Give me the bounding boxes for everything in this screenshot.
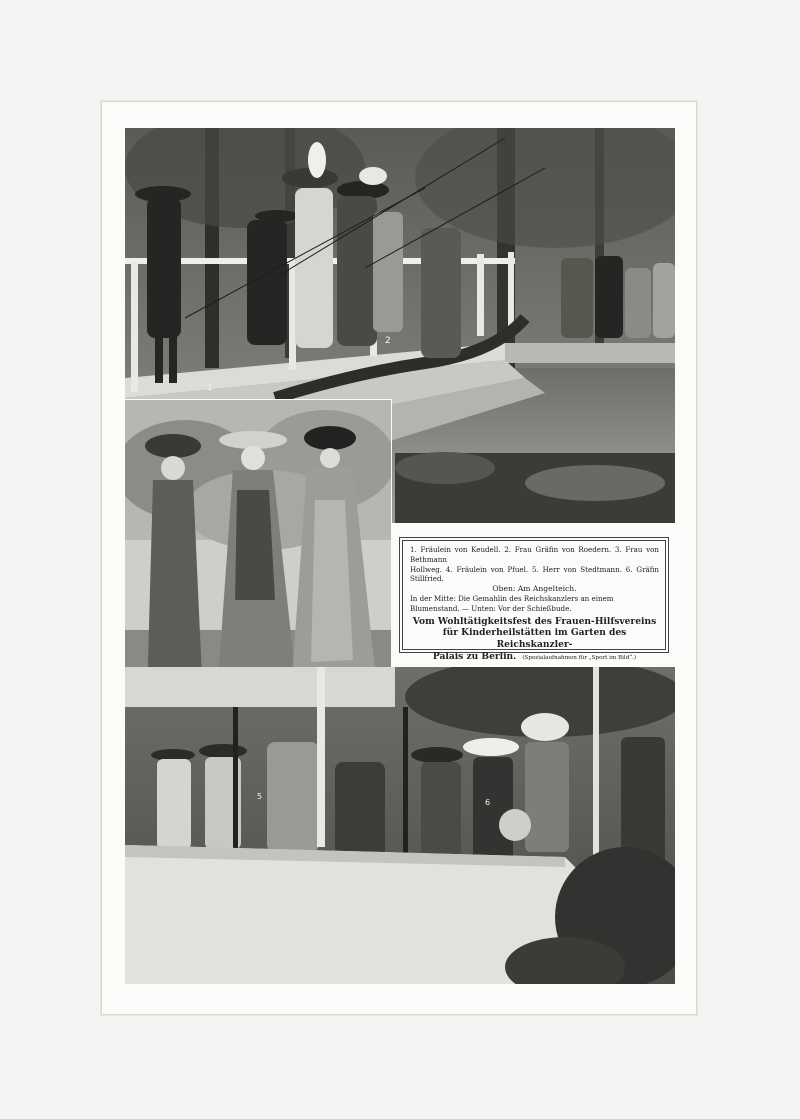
caption-box <box>393 527 675 662</box>
caption-middle-label: In der Mitte: Die Gemahlin des Reichskanzlers an einem <box>410 594 614 604</box>
article-title-line-1: Vom Wohltätigkeitsfest des Frauen-Hilfsvereins <box>412 615 657 627</box>
photo-credit: (Spezialaufnahmen für „Sport im Bild“.) <box>522 654 637 661</box>
caption-top-label: Oben: Am Angelteich. <box>492 584 577 594</box>
magazine-page <box>101 101 697 1015</box>
photo-number-2: 2 <box>385 336 391 346</box>
caption-bottom-label: Blumenstand. — Unten: Vor der Schießbude. <box>410 603 572 613</box>
caption-names-line-1: 1. Fräulein von Keudell. 2. Frau Gräfin von Roedern. 3. Frau von Bethmann <box>410 545 659 564</box>
photo-number-5: 5 <box>257 792 263 801</box>
caption-names-line-2: Hollweg. 4. Fräulein von Pfuel. 5. Herr von Stedtmann. 6. Gräfin Stillfried. <box>410 564 659 584</box>
photo-number-6: 6 <box>485 798 491 807</box>
article-title <box>410 616 659 664</box>
photo-shooting-gallery <box>125 667 675 984</box>
article-title-line-3: Palais zu Berlin. <box>432 650 517 662</box>
article-title-line-2: für Kinderheilstätten im Garten des Reichskanzler- <box>442 627 627 650</box>
photo-flower-stand <box>125 400 391 702</box>
photo-number-1: 1 <box>207 383 213 393</box>
